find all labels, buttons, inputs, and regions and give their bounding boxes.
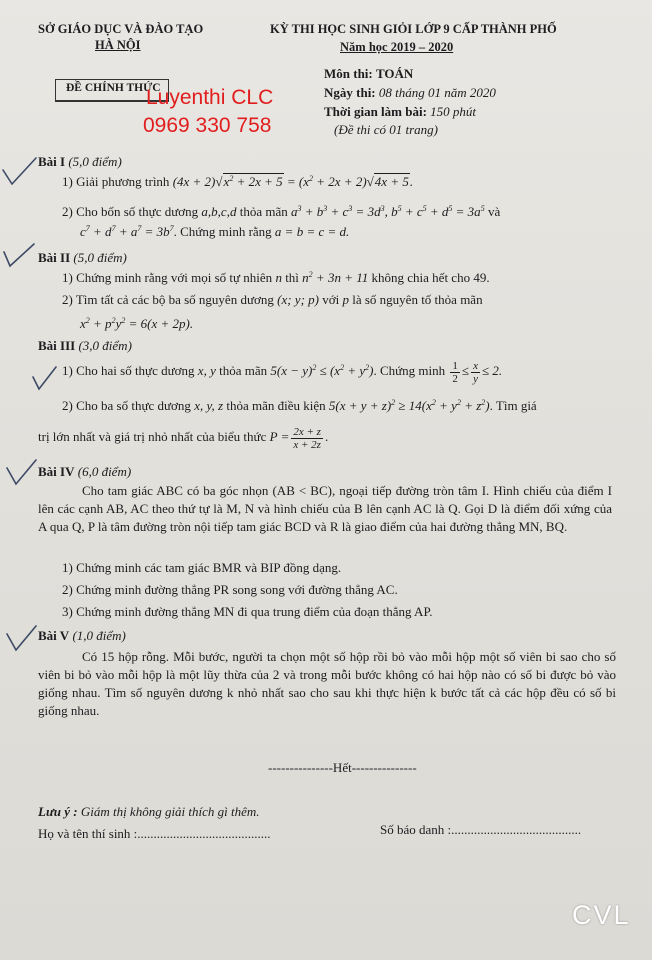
problem-2-question-2: 2) Tìm tất cả các bộ ba số nguyên dương (x; y; p) với p là số nguyên tố thỏa mãn	[62, 292, 483, 307]
department-name: SỞ GIÁO DỤC VÀ ĐÀO TẠO	[38, 22, 204, 36]
candidate-id-field: Số báo danh :........................................	[380, 822, 582, 837]
exam-title: KỲ THI HỌC SINH GIỎI LỚP 9 CẤP THÀNH PHỐ	[270, 22, 557, 36]
department-city: HÀ NỘI	[95, 38, 141, 52]
official-label: ĐỀ CHÍNH THỨC	[66, 82, 161, 94]
checkmark-icon	[30, 365, 60, 393]
problem-4-intro: Cho tam giác ABC có ba góc nhọn (AB < BC), ngoại tiếp đường tròn tâm I. Hình chiếu của điểm I lên các cạnh AB, AC theo thứ tự là M, N và hình chiếu của B lên cạnh AC là Q. Gọi D là điểm đối xứng của A qua Q, P là tâm đường tròn nội tiếp tam giác BCD và R là giao điểm của hai đường thẳng MN, BQ.	[38, 483, 612, 534]
problem-4-question-2: 2) Chứng minh đường thẳng PR song song với đường thẳng AC.	[62, 582, 398, 597]
duration-row	[324, 104, 476, 120]
end-mark: ---------------Hết---------------	[268, 760, 417, 775]
date-row	[324, 85, 496, 101]
problem-3-question-2-line-1: 2) Cho ba số thực dương x, y, z thỏa mãn điều kiện $5(x + y + z)^2 \ge 14(x^2 + y^2 + z^2)$. Tìm giá	[62, 398, 537, 413]
problem-1-question-2-line-1: 2) Cho bốn số thực dương a,b,c,d thỏa mãn $a^3 + b^3 + c^3 = 3d^3$, $b^5 + c^5 + d^5 = 3a^5$ và	[62, 204, 501, 219]
problem-1-question-2-line-2: $c^7 + d^7 + a^7 = 3b^7$. Chứng minh rằng a = b = c = d.	[80, 224, 350, 239]
watermark-text: Luyenthi CLC	[146, 86, 274, 109]
problem-2-question-1: 1) Chứng minh rằng với mọi số tự nhiên n thì $n^2 + 3n + 11$ không chia hết cho 49.	[62, 270, 490, 285]
problem-5-heading: Bài V (1,0 điểm)	[38, 628, 126, 643]
problem-3-heading: Bài III (3,0 điểm)	[38, 338, 132, 353]
pages-note: (Đề thi có 01 trang)	[334, 122, 438, 137]
problem-1-question-1: 1) Giải phương trình $(4x + 2)√x^2 + 2x + 5 = (x^2 + 2x + 2)√4x + 5$.	[62, 174, 414, 189]
corner-watermark: CVL	[572, 900, 631, 930]
subject-value: TOÁN	[376, 66, 414, 81]
date-value: 08 tháng 01 năm 2020	[378, 85, 496, 100]
problem-4-question-3: 3) Chứng minh đường thẳng MN đi qua trung điểm của đoạn thẳng AP.	[62, 604, 433, 619]
problem-3-question-1: 1) Cho hai số thực dương x, y thỏa mãn $5(x - y)^2 \le (x^2 + y^2)$. Chứng minh $\frac{1}{2}$ ≤ $\frac{x}{y}$ ≤ 2.	[62, 359, 503, 385]
problem-4-question-1: 1) Chứng minh các tam giác BMR và BIP đồng dạng.	[62, 560, 342, 575]
problem-2-equation: $x^2 + p^2y^2 = 6(x + 2p)$.	[80, 316, 194, 331]
watermark-phone: 0969 330 758	[143, 114, 272, 137]
problem-5-text: Có 15 hộp rỗng. Mỗi bước, người ta chọn một số hộp rồi bỏ vào mỗi hộp một số viên bi sao cho số viên bi bỏ vào mỗi hộp là một lũy thừa của 2 và trong mỗi bước không có hai hộp nào có số bi được bỏ vào giống nhau. Tìm số nguyên dương k nhỏ nhất sao cho sau khi thực hiện k bước tất cả các hộp đều có số bi giống nhau.	[38, 649, 616, 718]
duration-label: Thời gian làm bài:	[324, 104, 427, 119]
problem-1-heading: Bài I (5,0 điểm)	[38, 154, 122, 169]
problem-4-heading: Bài IV (6,0 điểm)	[38, 464, 132, 479]
date-label: Ngày thi:	[324, 85, 376, 100]
checkmark-icon	[0, 240, 40, 272]
duration-value: 150 phút	[430, 104, 477, 119]
checkmark-icon	[0, 156, 40, 188]
school-year: Năm học 2019 – 2020	[340, 40, 454, 54]
subject-label: Môn thi:	[324, 66, 373, 81]
candidate-name-field: Họ và tên thí sinh :.........................................	[38, 826, 271, 841]
subject-row	[324, 66, 413, 82]
problem-3-question-2-line-2: trị lớn nhất và giá trị nhỏ nhất của biểu thức P = $\frac{2x + z}{x + 2z}$ .	[38, 425, 329, 451]
note: Lưu ý : Giám thị không giải thích gì thêm.	[38, 804, 260, 819]
checkmark-icon	[4, 624, 40, 656]
problem-2-heading: Bài II (5,0 điểm)	[38, 250, 127, 265]
checkmark-icon	[4, 458, 40, 490]
